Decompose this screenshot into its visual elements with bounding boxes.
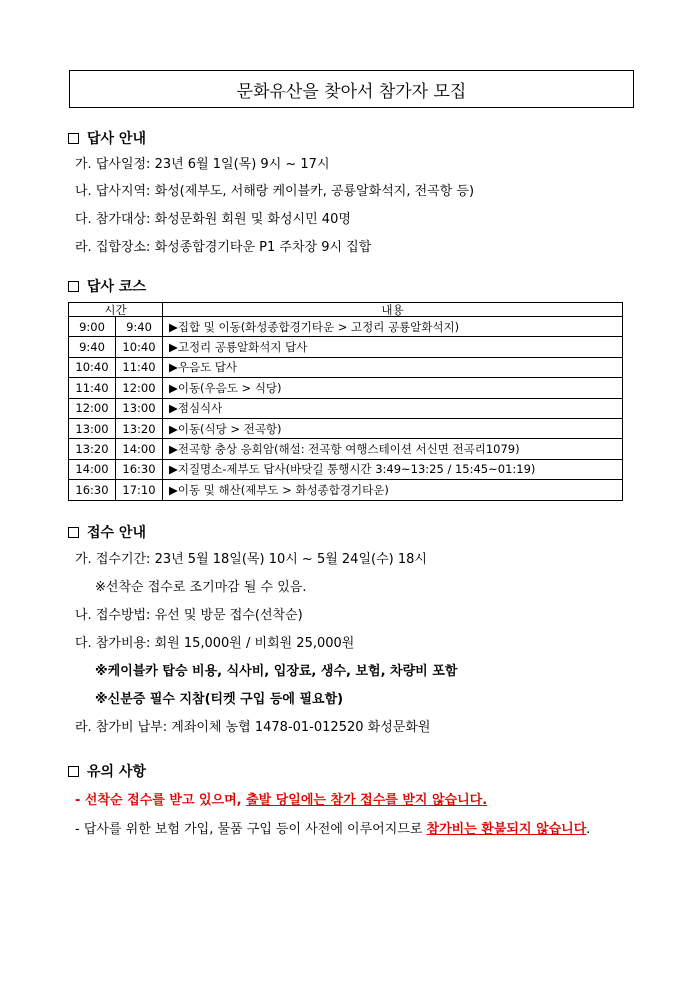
checkbox-square-icon (68, 766, 79, 777)
checkbox-square-icon (68, 527, 79, 538)
section-heading-text: 답사 안내 (87, 131, 146, 147)
start-time: 10:40 (69, 357, 116, 377)
notice-2-end: . (586, 822, 591, 837)
checkbox-square-icon (68, 281, 79, 292)
activity: ▶점심식사 (163, 398, 623, 418)
fee: 다. 참가비용: 회원 15,000원 / 비회원 25,000원 (75, 636, 355, 651)
start-time: 12:00 (69, 398, 116, 418)
activity: ▶이동(우음도 > 식당) (163, 378, 623, 398)
notice-2-emphasis: 참가비는 환불되지 않습니다 (426, 822, 587, 837)
tour-target: 다. 참가대상: 화성문화원 회원 및 화성시민 40명 (75, 212, 351, 227)
fee-includes-note: ※케이블카 탑승 비용, 식사비, 입장료, 생수, 보험, 차량비 포함 (95, 664, 458, 679)
notice-1-emphasis: 출발 당일에는 참가 접수를 받지 않습니다. (246, 793, 488, 808)
page-title-text: 문화유산을 찾아서 참가자 모집 (236, 81, 467, 102)
section-heading-tour-info (68, 128, 146, 148)
table-row (69, 337, 623, 357)
notice-line-2 (75, 818, 590, 837)
start-time: 11:40 (69, 378, 116, 398)
header-content: 내용 (163, 303, 623, 317)
end-time: 9:40 (116, 317, 163, 337)
activity: ▶우음도 답사 (163, 357, 623, 377)
table-row (69, 459, 623, 479)
registration-method: 나. 접수방법: 유선 및 방문 접수(선착순) (75, 608, 303, 623)
page-title (69, 70, 634, 108)
tour-meeting-place: 라. 집합장소: 화성종합경기타운 P1 주차장 9시 집합 (75, 240, 372, 255)
table-row (69, 378, 623, 398)
start-time: 13:20 (69, 439, 116, 459)
end-time: 16:30 (116, 459, 163, 479)
activity: ▶이동(식당 > 전곡항) (163, 418, 623, 438)
section-heading-text: 유의 사항 (87, 764, 146, 780)
table-header-row (69, 303, 623, 317)
section-heading-text: 답사 코스 (87, 279, 146, 295)
table-row (69, 398, 623, 418)
activity: ▶고정리 공룡알화석지 답사 (163, 337, 623, 357)
end-time: 13:00 (116, 398, 163, 418)
section-heading-notice (68, 761, 146, 781)
end-time: 11:40 (116, 357, 163, 377)
table-row (69, 439, 623, 459)
tour-date: 가. 답사일정: 23년 6월 1일(목) 9시 ~ 17시 (75, 157, 330, 172)
course-table (68, 302, 623, 501)
id-required-note: ※신분증 필수 지참(티켓 구입 등에 필요함) (95, 692, 344, 707)
start-time: 9:40 (69, 337, 116, 357)
registration-period: 가. 접수기간: 23년 5월 18일(목) 10시 ~ 5월 24일(수) 18시 (75, 552, 427, 567)
start-time: 13:00 (69, 418, 116, 438)
start-time: 16:30 (69, 480, 116, 500)
activity: ▶집합 및 이동(화성종합경기타운 > 고정리 공룡알화석지) (163, 317, 623, 337)
end-time: 13:20 (116, 418, 163, 438)
activity: ▶지질명소-제부도 답사(바닷길 통행시간 3:49~13:25 / 15:45~01:19) (163, 459, 623, 479)
section-heading-course (68, 276, 146, 296)
start-time: 14:00 (69, 459, 116, 479)
tour-area: 나. 답사지역: 화성(제부도, 서해랑 케이블카, 공룡알화석지, 전곡항 등) (75, 184, 475, 199)
header-time: 시간 (69, 303, 163, 317)
start-time: 9:00 (69, 317, 116, 337)
end-time: 14:00 (116, 439, 163, 459)
end-time: 12:00 (116, 378, 163, 398)
activity: ▶이동 및 해산(제부도 > 화성종합경기타운) (163, 480, 623, 500)
early-close-note: ※선착순 접수로 조기마감 될 수 있음. (95, 580, 307, 595)
end-time: 10:40 (116, 337, 163, 357)
section-heading-text: 접수 안내 (87, 525, 146, 541)
payment-info: 라. 참가비 납부: 계좌이체 농협 1478-01-012520 화성문화원 (75, 720, 431, 735)
table-row (69, 480, 623, 500)
end-time: 17:10 (116, 480, 163, 500)
notice-1-text: - 선착순 접수를 받고 있으며, (75, 793, 247, 808)
section-heading-registration (68, 522, 146, 542)
checkbox-square-icon (68, 133, 79, 144)
notice-line-1 (75, 789, 487, 808)
table-row (69, 418, 623, 438)
table-row (69, 357, 623, 377)
notice-2-text: - 답사를 위한 보험 가입, 물품 구입 등이 사전에 이루어지므로 (75, 822, 427, 837)
activity: ▶전곡항 충상 응회암(해설: 전곡항 여행스테이션 서신면 전곡리1079) (163, 439, 623, 459)
table-row (69, 317, 623, 337)
